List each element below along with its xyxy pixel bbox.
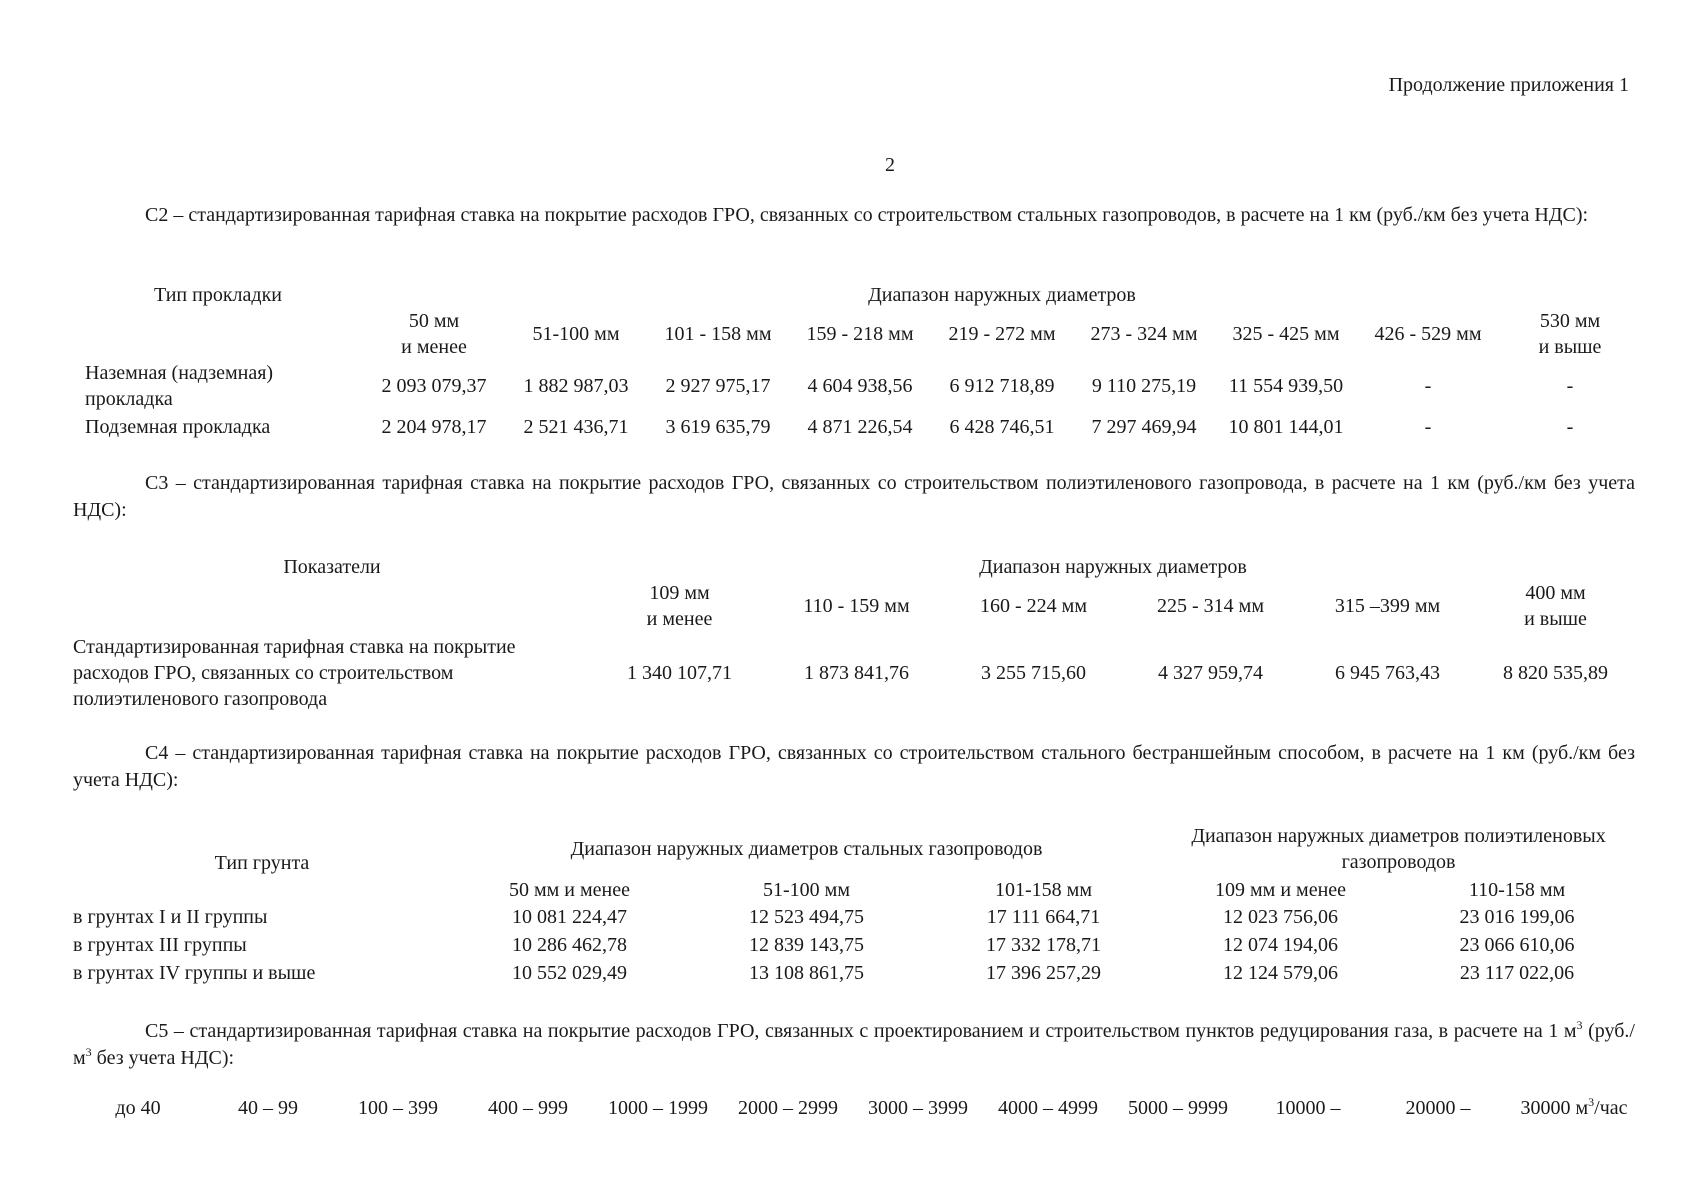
table-cell: 10 286 462,78 <box>512 934 627 956</box>
c5-range-header: 2000 – 2999 <box>738 1097 838 1119</box>
table-cell: 3 619 635,79 <box>665 416 771 438</box>
superscript: 3 <box>85 1045 92 1059</box>
c5-range-header: 5000 – 9999 <box>1128 1097 1228 1119</box>
table-cell: 12 074 194,06 <box>1223 934 1339 956</box>
table-cell: 7 297 469,94 <box>1091 416 1197 438</box>
c2-col-header: 159 - 218 мм <box>806 323 914 345</box>
c4-group-pe: Диапазон наружных диаметров полиэтиленовых газопроводов <box>1191 825 1606 873</box>
row-label: в грунтах I и II группы <box>73 906 268 928</box>
table-cell: 6 945 763,43 <box>1335 662 1440 684</box>
table-cell: 17 396 257,29 <box>986 962 1102 984</box>
table-cell: 10 801 144,01 <box>1228 416 1344 438</box>
c2-col-header: 273 - 324 мм <box>1090 323 1198 345</box>
row-label: Стандартизированная тарифная ставка на покрытие расходов ГРО, связанных со строительством полиэтиленового газопровода <box>73 636 516 710</box>
c3-col-header: 400 мм и выше <box>1524 582 1587 630</box>
table-cell: 11 554 939,50 <box>1228 375 1344 397</box>
c5-range-header: 10000 – <box>1275 1097 1341 1119</box>
c4-row-header: Тип грунта <box>214 851 310 874</box>
c5-description: С5 – стандартизированная тарифная ставка на покрытие расходов ГРО, связанных с проектированием и строительством пунктов редуцирования газа, в расчете на 1 $м^3$ ($руб./м^3$ без учета НДС): <box>73 1018 1635 1069</box>
c5-range-header: 40 – 99 <box>238 1097 298 1119</box>
table-cell: 23 016 199,06 <box>1459 906 1575 928</box>
table-cell: 4 327 959,74 <box>1158 662 1263 684</box>
c3-group-header: Диапазон наружных диаметров <box>979 556 1247 578</box>
c2-description: С2 – стандартизированная тарифная ставка на покрытие расходов ГРО, связанных со строительством стальных газопроводов, в расчете на 1 км (руб./км без учета НДС): <box>145 204 1589 226</box>
table-cell: 4 604 938,56 <box>807 375 913 397</box>
table-cell: 23 117 022,06 <box>1459 962 1575 984</box>
c2-col-header: 530 мм и выше <box>1538 310 1602 358</box>
c5-range-header: до 40 <box>115 1097 161 1119</box>
table-cell: 12 523 494,75 <box>749 906 864 928</box>
c4-col-header: 110-158 мм <box>1468 878 1566 901</box>
c2-row-header: Тип прокладки <box>154 284 282 306</box>
c2-col-header: 51-100 мм <box>532 323 620 345</box>
table-cell: 4 871 226,54 <box>807 416 913 438</box>
c5-range-header: 3000 – 3999 <box>868 1097 968 1119</box>
table-cell: - <box>1566 375 1574 397</box>
table-cell: 2 927 975,17 <box>665 375 771 397</box>
c2-col-header: 50 мм и менее <box>401 310 467 358</box>
c5-range-header: 20000 – <box>1405 1097 1471 1119</box>
c3-col-header: 110 - 159 мм <box>803 595 910 617</box>
c3-col-header: 160 - 224 мм <box>980 595 1087 617</box>
table-cell: 3 255 715,60 <box>981 662 1086 684</box>
c4-description: С4 – стандартизированная тарифная ставка на покрытие расходов ГРО, связанных со строительством стального бестраншейным способом, в расчете на 1 км (руб./км без учета НДС): <box>73 742 1635 791</box>
table-cell: 2 521 436,71 <box>523 416 629 438</box>
continuation-label: Продолжение приложения 1 <box>1388 74 1629 96</box>
table-row <box>73 931 1635 959</box>
table-row <box>73 360 1641 412</box>
table-cell: 8 820 535,89 <box>1503 662 1608 684</box>
c2-col-header: 219 - 272 мм <box>948 323 1056 345</box>
c3-table <box>73 554 1635 714</box>
c3-col-header: 109 мм и менее <box>646 582 713 630</box>
superscript: 3 <box>1576 1018 1583 1032</box>
row-label: Подземная прокладка <box>85 416 271 438</box>
table-cell: 13 108 861,75 <box>749 962 864 984</box>
c3-col-header: 225 - 314 мм <box>1157 595 1264 617</box>
c4-group-steel: Диапазон наружных диаметров стальных газопроводов <box>570 838 1043 860</box>
c3-col-header: 315 –399 мм <box>1334 595 1441 617</box>
superscript: 3 <box>1588 1095 1595 1109</box>
table-cell: 12 023 756,06 <box>1223 906 1339 928</box>
c3-row-header: Показатели <box>283 556 381 578</box>
table-cell: 23 066 610,06 <box>1459 934 1575 956</box>
c5-range-header: 100 – 399 <box>358 1097 438 1119</box>
c2-col-header: 426 - 529 мм <box>1374 323 1482 345</box>
c3-description: С3 – стандартизированная тарифная ставка на покрытие расходов ГРО, связанных со строительством полиэтиленового газопровода, в расчете на 1 км (руб./км без учета НДС): <box>73 472 1635 521</box>
c2-col-header: 325 - 425 мм <box>1232 323 1340 345</box>
c5-range-header: 30000 $м^3$/час <box>1520 1095 1628 1119</box>
table-cell: - <box>1566 416 1574 438</box>
c4-col-header: 109 мм и менее <box>1215 878 1347 901</box>
table-cell: 6 428 746,51 <box>949 416 1055 438</box>
c5-range-header: 4000 – 4999 <box>998 1097 1098 1119</box>
table-cell: - <box>1424 375 1432 397</box>
c5-range-header: 400 – 999 <box>488 1097 568 1119</box>
c2-group-header: Диапазон наружных диаметров <box>868 284 1136 306</box>
c4-col-header: 50 мм и менее <box>508 878 630 901</box>
c4-table <box>73 822 1635 987</box>
table-cell: - <box>1424 416 1432 438</box>
table-cell: 10 081 224,47 <box>512 906 627 928</box>
table-row <box>73 632 1635 714</box>
table-cell: 1 340 107,71 <box>627 662 732 684</box>
table-cell: 12 839 143,75 <box>749 934 864 956</box>
row-label: Наземная (надземная) прокладка <box>85 362 274 410</box>
table-cell: 12 124 579,06 <box>1223 962 1339 984</box>
c4-col-header: 51-100 мм <box>763 878 850 901</box>
c4-col-header: 101-158 мм <box>995 878 1092 901</box>
c2-table <box>73 282 1641 442</box>
table-row <box>73 959 1635 987</box>
table-cell: 2 093 079,37 <box>381 375 487 397</box>
row-label: в грунтах IV группы и выше <box>73 962 316 984</box>
table-cell: 2 204 978,17 <box>381 416 487 438</box>
c5-range-header: 1000 – 1999 <box>608 1097 708 1119</box>
c2-col-header: 101 - 158 мм <box>664 323 772 345</box>
table-cell: 9 110 275,19 <box>1091 375 1197 397</box>
table-cell: 17 111 664,71 <box>986 906 1101 928</box>
table-row <box>73 903 1635 931</box>
row-label: в грунтах III группы <box>73 934 247 956</box>
page-number: 2 <box>885 154 895 176</box>
table-cell: 6 912 718,89 <box>949 375 1055 397</box>
table-row <box>73 412 1641 442</box>
table-cell: 1 882 987,03 <box>523 375 629 397</box>
c5-range-row <box>73 1094 1645 1122</box>
table-cell: 17 332 178,71 <box>986 934 1102 956</box>
table-cell: 1 873 841,76 <box>804 662 909 684</box>
table-cell: 10 552 029,49 <box>512 962 627 984</box>
